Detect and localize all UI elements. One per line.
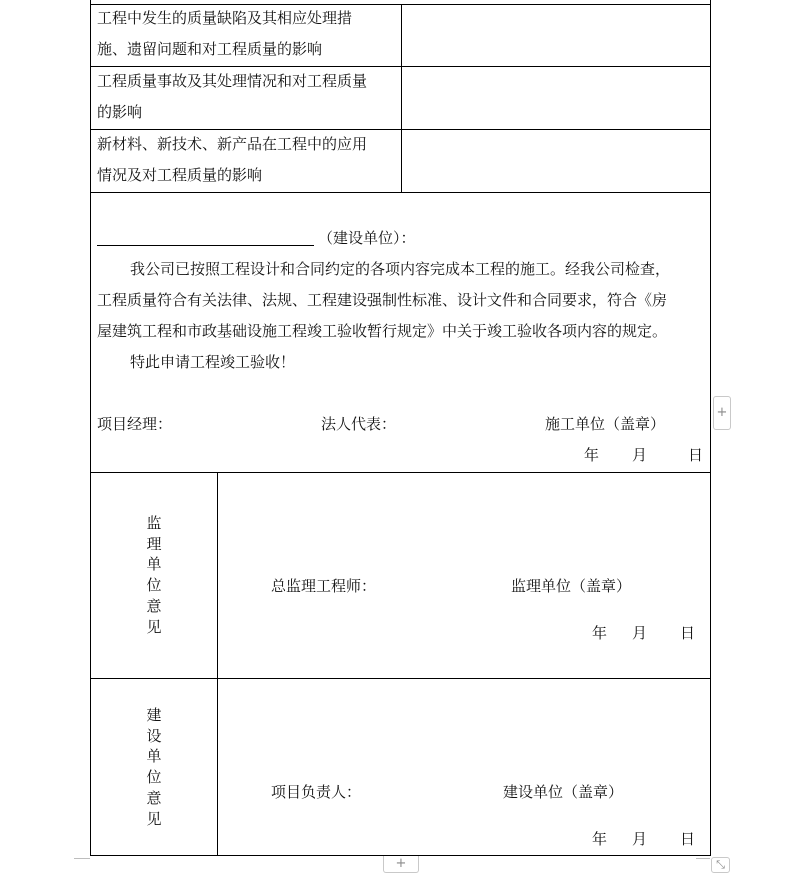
owner-seal-label: 建设单位（盖章） xyxy=(503,783,624,801)
owner-title: 建 设 单 位 意 见 xyxy=(146,706,162,828)
project-leader-label: 项目负责人： xyxy=(271,783,362,801)
table-divider-opinion xyxy=(217,472,218,856)
chief-engineer-label: 总监理工程师： xyxy=(271,577,377,595)
date-month: 月 xyxy=(632,624,648,642)
table-rule xyxy=(90,192,711,193)
table-rule xyxy=(90,678,711,679)
add-column-button[interactable]: + xyxy=(713,396,731,430)
row-label-line: 工程质量事故及其处理情况和对工程质量 xyxy=(97,72,368,90)
date-year: 年 xyxy=(584,446,600,464)
row-label-line: 情况及对工程质量的影响 xyxy=(97,166,263,184)
date-month: 月 xyxy=(632,446,648,464)
table-corner-mark xyxy=(74,858,90,859)
legal-rep-label: 法人代表： xyxy=(321,415,397,433)
table-corner-mark xyxy=(696,858,710,859)
application-paragraph-line: 工程质量符合有关法律、法规、工程建设强制性标准、设计文件和合同要求，符合《房 xyxy=(97,291,668,309)
date-day: 日 xyxy=(680,624,696,642)
date-month: 月 xyxy=(632,830,648,848)
application-paragraph-line: 我公司已按照工程设计和合同约定的各项内容完成本工程的施工。经我公司检查， xyxy=(130,260,671,278)
application-request: 特此申请工程竣工验收！ xyxy=(130,353,296,371)
table-divider-top-rows xyxy=(401,4,402,192)
resize-table-handle[interactable]: ⤡ xyxy=(711,857,730,873)
date-day: 日 xyxy=(688,446,704,464)
add-row-button[interactable]: + xyxy=(383,856,419,873)
recipient-blank-line[interactable] xyxy=(97,245,314,246)
contractor-seal-label: 施工单位（盖章） xyxy=(545,415,666,433)
supervision-seal-label: 监理单位（盖章） xyxy=(511,577,632,595)
table-rule xyxy=(90,472,711,473)
date-day: 日 xyxy=(680,830,696,848)
row-label-line: 工程中发生的质量缺陷及其相应处理措 xyxy=(97,9,353,27)
row-label-line: 新材料、新技术、新产品在工程中的应用 xyxy=(97,135,368,153)
supervision-title: 监 理 单 位 意 见 xyxy=(146,514,162,636)
application-paragraph-line: 屋建筑工程和市政基础设施工程竣工验收暂行规定》中关于竣工验收各项内容的规定。 xyxy=(97,322,668,340)
row-label-line: 的影响 xyxy=(97,103,143,121)
row-label-line: 施、遗留问题和对工程质量的影响 xyxy=(97,40,323,58)
date-year: 年 xyxy=(592,624,608,642)
date-year: 年 xyxy=(592,830,608,848)
project-manager-label: 项目经理： xyxy=(97,415,173,433)
recipient-suffix: （建设单位）： xyxy=(318,229,416,247)
